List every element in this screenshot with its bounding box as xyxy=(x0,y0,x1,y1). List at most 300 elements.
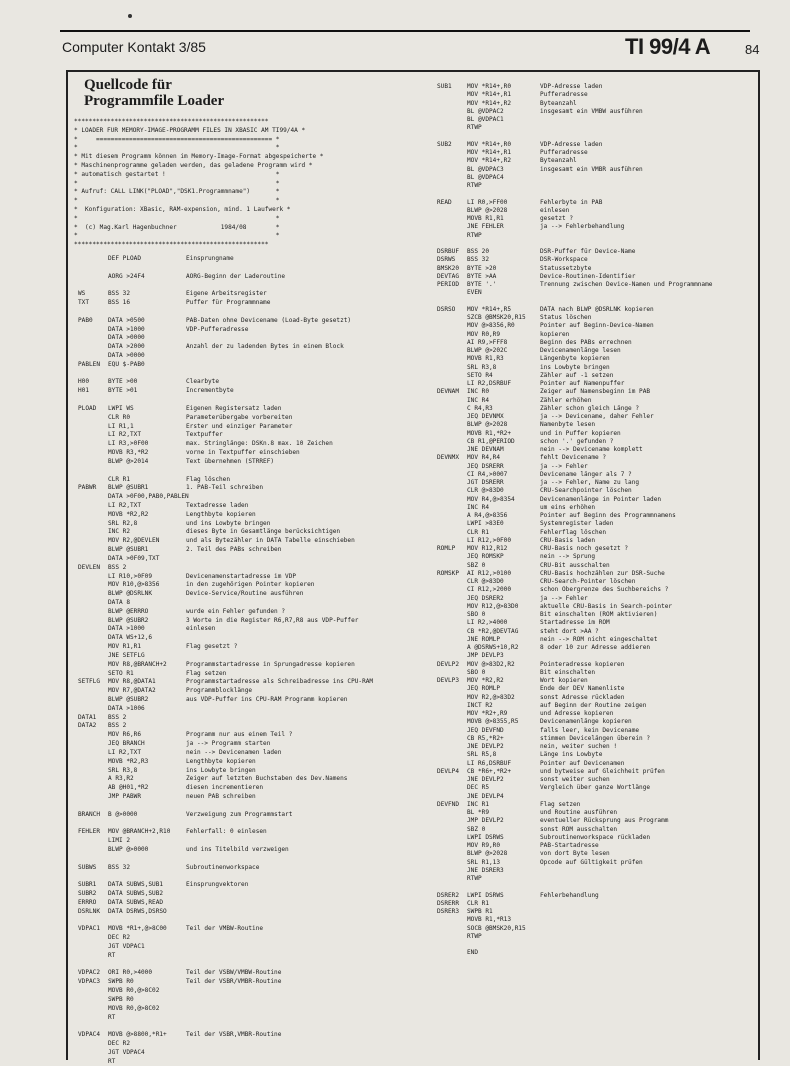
code-instruction: DATA SUBWS,SUB1 xyxy=(108,881,164,889)
code-comment: Flag setzen xyxy=(186,669,227,677)
code-instruction: BLWP @>2014 xyxy=(108,457,149,465)
code-instruction: CI R12,>2000 xyxy=(467,586,512,594)
code-instruction: AI R9,>FFF8 xyxy=(467,338,508,346)
code-label: DEVNMX xyxy=(437,454,460,462)
code-instruction: LWPI DSRWS xyxy=(467,833,504,841)
code-instruction: MOV *R14+,R2 xyxy=(467,157,512,165)
code-instruction: MOVB R1,*R13 xyxy=(467,916,512,924)
code-comment: Status löschen xyxy=(540,314,592,321)
code-comment: Devicename länger als 7 ? xyxy=(540,470,632,478)
code-comment: Teil der VSBR,VMBR-Routine xyxy=(186,1031,282,1039)
code-instruction: MOVB *R2,R2 xyxy=(108,510,149,518)
code-comment: Fehlerfall: 0 einlesen xyxy=(186,828,267,836)
code-instruction: SETO R1 xyxy=(108,669,134,677)
code-comment: Zeiger auf letzten Buchstaben des Dev.Namens xyxy=(186,775,348,783)
code-comment: ja --> Fehler, Name zu lang xyxy=(540,479,640,486)
code-label: SUB1 xyxy=(437,83,452,90)
code-comment: einlesen xyxy=(540,206,570,214)
code-instruction: MOVB R3,*R2 xyxy=(108,449,149,457)
code-comment: 2. Teil des PABs schreiben xyxy=(186,546,282,554)
code-instruction: MOV *R14+,R5 xyxy=(467,305,512,313)
magazine-title: Computer Kontakt 3/85 xyxy=(62,39,206,55)
code-label: ROMSKP xyxy=(437,569,460,577)
code-instruction: SOCB @BMSK20,R15 xyxy=(467,924,526,932)
code-comment: Teil der VMBW-Routine xyxy=(186,925,264,933)
code-label: SUB2 xyxy=(437,140,452,148)
code-instruction: INCT R2 xyxy=(467,701,493,709)
code-label: DEVTAG xyxy=(437,272,460,280)
code-instruction: AORG >24F4 xyxy=(108,272,145,280)
code-instruction: A R4,@>8356 xyxy=(467,512,508,519)
code-instruction: MOV R12,R12 xyxy=(467,545,508,552)
code-instruction: SWPB R1 xyxy=(467,908,493,915)
code-comment: PAB-Daten ohne Devicename (Load-Byte gesetzt) xyxy=(186,316,352,324)
code-instruction: MOVB *R1+,@>8C00 xyxy=(108,925,167,933)
code-instruction: MOVB R1,*R2+ xyxy=(467,429,512,437)
code-comment: dieses Byte in Gesamtlänge berücksichtigen xyxy=(186,528,341,536)
header-rule xyxy=(60,30,750,32)
code-instruction: DATA WS+12,6 xyxy=(108,634,153,642)
code-comment: von dort Byte lesen xyxy=(540,850,610,858)
code-instruction: MOV *R14+,R0 xyxy=(467,140,512,148)
code-instruction: AI R12,>0100 xyxy=(467,569,512,577)
code-comment: VDP-Pufferadresse xyxy=(186,325,249,333)
code-comment: Pointer auf Namenpuffer xyxy=(540,380,625,387)
code-instruction: JEQ DSRER2 xyxy=(467,594,504,602)
code-comment: 1. PAB-Teil schreiben xyxy=(186,484,264,492)
code-instruction: CLR R1 xyxy=(467,899,490,907)
code-comment: Text übernehmen (STRREF) xyxy=(186,457,275,465)
code-instruction: MOVB R1,R1 xyxy=(467,215,504,222)
code-comment: und ins Titelbild verzweigen xyxy=(186,845,289,853)
code-comment: Verzweigung zum Programmstart xyxy=(186,810,293,818)
code-instruction: CB *R2,@DEVTAG xyxy=(467,627,519,635)
code-comment: Programmblocklänge xyxy=(186,687,253,695)
code-instruction: JEQ ROMLP xyxy=(467,685,501,693)
code-instruction: MOV *R2,R2 xyxy=(467,677,504,684)
code-instruction: SWPB R0 xyxy=(108,978,134,986)
code-comment: CRU-Bit ausschalten xyxy=(540,561,610,569)
code-comment: VDP-Adresse laden xyxy=(540,83,603,90)
code-instruction: JMP DEVLP2 xyxy=(467,817,504,825)
code-comment: Byteanzahl xyxy=(540,99,577,107)
code-comment: sonst Adresse rückladen xyxy=(540,693,625,701)
code-instruction: BSS 2 xyxy=(108,722,127,730)
code-comment: Pointer auf Beginn-Device-Namen xyxy=(540,322,654,330)
code-label: DEVLP4 xyxy=(437,767,460,775)
code-instruction: DATA >1006 xyxy=(108,704,145,712)
code-instruction: RTWP xyxy=(467,124,482,132)
code-comment: Devicenamenlänge in Pointer laden xyxy=(540,495,662,503)
code-instruction: RT xyxy=(108,1013,116,1021)
code-instruction: DATA >0F09,TXT xyxy=(108,554,160,562)
code-label: SUBR2 xyxy=(78,890,97,898)
code-instruction: MOVB *R2,R3 xyxy=(108,757,149,765)
code-comment: Fehlerflag löschen xyxy=(540,528,607,536)
banner-line: * automatisch gestartet ! * xyxy=(74,170,280,178)
code-label: DSRER2 xyxy=(437,891,460,899)
banner-line: ***************************************************** xyxy=(74,241,269,249)
code-instruction: END xyxy=(467,949,479,957)
code-comment: Ende der DEV Namenliste xyxy=(540,685,625,693)
code-instruction: LI R1,1 xyxy=(108,422,134,430)
code-comment: 8 oder 10 zur Adresse addieren xyxy=(540,644,651,651)
code-instruction: MOV *R14+,R0 xyxy=(467,83,512,90)
code-instruction: SRL R2,8 xyxy=(108,519,138,527)
code-comment: CRU-Search-Pointer löschen xyxy=(540,578,636,585)
code-comment: Flag löschen xyxy=(186,475,231,483)
banner-line: ***************************************************** xyxy=(74,118,269,125)
code-comment: Teil der VSBW/VMBW-Routine xyxy=(186,969,282,977)
code-comment: AORG-Beginn der Laderoutine xyxy=(186,272,286,280)
code-instruction: EVEN xyxy=(467,289,482,297)
code-instruction: BSS 32 xyxy=(108,290,131,298)
code-comment: gesetzt ? xyxy=(540,215,574,222)
code-instruction: MOV R6,R6 xyxy=(108,731,142,739)
code-instruction: SBZ 0 xyxy=(467,825,486,833)
code-instruction: JNE DEVNAM xyxy=(467,446,504,453)
code-comment: Byteanzahl xyxy=(540,157,577,165)
code-comment: kopieren xyxy=(540,330,570,338)
code-comment: Erster und einziger Parameter xyxy=(186,422,293,430)
code-comment: Bit einschalten xyxy=(540,668,596,676)
code-instruction: BL @VDPAC1 xyxy=(467,116,504,123)
code-instruction: MOV *R14+,R2 xyxy=(467,99,512,107)
code-instruction: SZCB @BMSK20,R15 xyxy=(467,314,526,321)
code-label: DSRWS xyxy=(437,256,456,264)
code-comment: insgesamt ein VMBW ausführen xyxy=(540,107,643,115)
code-instruction: LI R12,>0F00 xyxy=(467,536,512,544)
code-instruction: AB @H01,*R2 xyxy=(108,784,149,792)
code-comment: max. Stringlänge: DSKn.8 max. 10 Zeichen xyxy=(186,440,333,448)
code-comment: Trennung zwischen Device-Namen und Programmname xyxy=(540,281,713,288)
code-instruction: INC R4 xyxy=(467,503,490,511)
code-instruction: SRL R3,8 xyxy=(467,363,497,371)
code-instruction: CLR @>83D0 xyxy=(467,578,504,585)
code-label: DEVNAM xyxy=(437,388,460,396)
code-instruction: MOVB R1,R3 xyxy=(467,355,504,363)
code-comment: DSR-Workspace xyxy=(540,256,588,264)
code-comment: CRU-Searchpointer löschen xyxy=(540,487,632,495)
code-instruction: MOV *R2+,R9 xyxy=(467,710,508,717)
code-instruction: MOV R8,@BRANCH+2 xyxy=(108,660,167,668)
code-instruction: CLR R1 xyxy=(108,475,131,483)
code-comment: Namenbyte lesen xyxy=(540,421,596,429)
code-label: H00 xyxy=(78,378,90,386)
code-comment: und bytweise auf Gleichheit prüfen xyxy=(540,767,665,775)
code-instruction: A R3,R2 xyxy=(108,775,134,783)
code-instruction: B @>0000 xyxy=(108,810,138,818)
code-comment: Pointeradresse kopieren xyxy=(540,660,625,668)
code-instruction: CLR R0 xyxy=(108,413,131,421)
code-instruction: DATA >0500 xyxy=(108,316,145,324)
code-instruction: JNE DEVLP2 xyxy=(467,743,504,750)
code-instruction: JEQ ROMSKP xyxy=(467,553,504,561)
code-instruction: DATA DSRWS,DSRSO xyxy=(108,907,167,915)
code-comment: nein, weiter suchen ! xyxy=(540,743,618,750)
banner-line: * LOADER FUR MEMORY-IMAGE-PROGRAMM FILES IN XBASIC AM TI99/4A * xyxy=(74,126,306,134)
code-comment: Länge ins Lowbyte xyxy=(540,751,603,759)
code-comment: sonst weiter suchen xyxy=(540,776,610,783)
code-instruction: JGT VDPAC4 xyxy=(108,1048,145,1056)
code-label: BMSK20 xyxy=(437,264,460,272)
code-instruction: DATA >1000 xyxy=(108,625,145,633)
code-label: FEHLER xyxy=(78,828,101,836)
code-instruction: INC R4 xyxy=(467,396,490,404)
code-comment: und als Bytezähler in DATA Tabelle einschieben xyxy=(186,537,355,545)
code-comment: Teil der VSBR/VMBR-Routine xyxy=(186,978,282,986)
comment-banner xyxy=(74,117,405,249)
code-label: ROMLP xyxy=(437,545,456,552)
code-comment: Zeiger auf Namensbeginn im PAB xyxy=(540,388,651,396)
code-instruction: RTWP xyxy=(467,182,482,189)
code-instruction: CB *R6+,*R2+ xyxy=(467,767,512,775)
banner-line: * Mit diesem Programm können im Memory-Image-Format abgespeicherte * xyxy=(74,153,324,161)
code-comment: eventueller Rücksprung aus Programm xyxy=(540,817,669,825)
code-instruction: DATA >0F00,PAB0,PABLEN xyxy=(108,493,189,501)
code-instruction: LIMI 2 xyxy=(108,837,131,845)
code-comment: nein --> Devicenamen laden xyxy=(186,748,282,756)
code-instruction: DATA SUBWS,READ xyxy=(108,898,164,906)
code-instruction: JEQ DEVNMX xyxy=(467,413,504,420)
code-instruction: DATA 8 xyxy=(108,598,131,606)
code-instruction: SBZ 0 xyxy=(467,561,486,569)
code-instruction: CB R5,*R2+ xyxy=(467,734,504,742)
code-instruction: MOV @BRANCH+2,R10 xyxy=(108,828,171,836)
code-comment: Beginn des PABs errechnen xyxy=(540,338,632,346)
code-instruction: RTWP xyxy=(467,231,482,239)
code-comment: ins Lowbyte bringen xyxy=(540,363,610,371)
code-instruction: MOV R2,@>83D2 xyxy=(467,693,515,701)
heading-line-2: Programmfile Loader xyxy=(84,93,225,109)
code-instruction: EQU $-PAB0 xyxy=(108,360,145,368)
code-instruction: JNE DEVLP2 xyxy=(467,776,504,783)
code-comment: CRU-Basis noch gesetzt ? xyxy=(540,545,629,552)
code-instruction: JNE FEHLER xyxy=(467,223,504,231)
code-label: PABLEN xyxy=(78,360,101,368)
banner-line: * Konfiguration: XBasic, RAM-expension, mind. 1 Laufwerk * xyxy=(74,206,291,213)
code-comment: Parameterübergabe vorbereiten xyxy=(186,413,293,421)
code-instruction: LI R0,>FF00 xyxy=(467,198,508,206)
code-instruction: SETO R4 xyxy=(467,371,493,379)
code-instruction: MOV R4,@>8354 xyxy=(467,495,515,503)
code-comment: Zähler schon gleich Länge ? xyxy=(540,404,640,412)
banner-line: * Maschinenprogramme geladen werden, das geladene Programm wird * xyxy=(74,162,313,169)
code-comment: ja --> Fehler xyxy=(540,462,588,470)
code-instruction: MOV @>83D2,R2 xyxy=(467,660,515,668)
code-label: TXT xyxy=(78,299,90,307)
code-instruction: LWPI DSRWS xyxy=(467,891,504,899)
code-comment: Textadresse laden xyxy=(186,501,249,509)
code-instruction: CI R4,>0007 xyxy=(467,470,508,478)
code-instruction: SBO 0 xyxy=(467,668,486,676)
code-instruction: JMP DEVLP3 xyxy=(467,652,504,660)
code-instruction: BLWP @DSRLNK xyxy=(108,590,153,598)
banner-line: * * xyxy=(74,144,280,152)
page-number: 84 xyxy=(745,42,760,57)
code-instruction: MOV R2,@DEVLEN xyxy=(108,537,160,545)
code-comment: und ins Lowbyte bringen xyxy=(186,519,271,527)
code-instruction: DEC R5 xyxy=(467,784,490,792)
code-comment: VDP-Adresse laden xyxy=(540,140,603,148)
code-instruction: ORI R0,>4000 xyxy=(108,969,153,977)
code-instruction: BYTE >00 xyxy=(108,378,138,386)
code-instruction: DEF PLOAD xyxy=(108,255,142,262)
code-label: SUBWS xyxy=(78,863,97,871)
code-instruction: LWPI >83E0 xyxy=(467,520,504,528)
code-instruction: BYTE '.' xyxy=(467,281,497,288)
code-comment: diesen incrementieren xyxy=(186,784,264,792)
code-instruction: MOV R8,@DATA1 xyxy=(108,678,156,686)
code-instruction: BLWP @>202C xyxy=(467,347,508,354)
code-comment: Einsprungvektoren xyxy=(186,881,249,889)
code-comment: Devicenamenlänge lesen xyxy=(540,347,621,354)
code-comment: vorne in Textpuffer einschieben xyxy=(186,449,300,457)
banner-line: * * xyxy=(74,214,280,222)
code-comment: Clearbyte xyxy=(186,378,220,386)
code-instruction: LI R2,DSRBUF xyxy=(467,380,512,387)
code-comment: CRU-Basis laden xyxy=(540,536,596,544)
code-comment: Programmstartadresse als Schreibadresse ins CPU-RAM xyxy=(186,678,374,686)
code-instruction: RT xyxy=(108,951,116,959)
code-comment: Fehlerbyte in PAB xyxy=(540,198,603,206)
code-comment: wurde ein Fehler gefunden ? xyxy=(186,607,286,615)
code-instruction: BLWP @>2028 xyxy=(467,421,508,429)
code-label: VDPAC2 xyxy=(78,969,101,977)
code-instruction: SWPB R0 xyxy=(108,995,134,1003)
code-instruction: BL @VDPAC4 xyxy=(467,173,504,181)
code-comment: aktuelle CRU-Basis in Search-pointer xyxy=(540,602,673,610)
code-comment: Device-Service/Routine ausführen xyxy=(186,590,304,598)
code-instruction: MOV R1,R1 xyxy=(108,643,142,651)
code-instruction: RT xyxy=(108,1057,116,1065)
code-instruction: MOV R0,R9 xyxy=(467,330,501,338)
code-comment: Pufferadresse xyxy=(540,149,588,156)
code-comment: Subroutinenworkspace xyxy=(186,863,260,871)
code-instruction: JNE DEVLP4 xyxy=(467,792,504,800)
banner-line: * * xyxy=(74,232,280,240)
code-instruction: MOV R12,@>83D0 xyxy=(467,602,519,610)
code-instruction: DEC R2 xyxy=(108,1039,131,1047)
code-instruction: JNE SETFLG xyxy=(108,651,145,659)
code-instruction: BSS 20 xyxy=(467,248,490,255)
code-instruction: DATA >1000 xyxy=(108,325,145,333)
code-label: DSRER3 xyxy=(437,908,460,915)
code-instruction: BL @VDPAC3 xyxy=(467,165,504,173)
banner-line: * * xyxy=(74,179,280,187)
code-comment: Pointer auf Beginn des Programmnamens xyxy=(540,512,676,519)
code-instruction: BLWP @SUBR2 xyxy=(108,616,149,624)
code-instruction: SRL R3,8 xyxy=(108,766,138,774)
code-comment: um eins erhöhen xyxy=(540,503,596,511)
page-dot xyxy=(128,14,132,18)
code-label: READ xyxy=(437,198,452,206)
code-comment: Startadresse im ROM xyxy=(540,619,610,627)
code-comment: Programm nur aus einem Teil ? xyxy=(186,731,293,739)
code-instruction: INC R1 xyxy=(467,800,490,808)
code-label: BRANCH xyxy=(78,810,101,818)
code-instruction: BLWP @SUBR1 xyxy=(108,484,149,492)
code-instruction: RTWP xyxy=(467,932,482,940)
code-comment: Pointer auf Devicenamen xyxy=(540,759,625,767)
code-comment: PAB-Startadresse xyxy=(540,842,599,849)
code-label: VDPAC4 xyxy=(78,1031,101,1039)
code-instruction: DATA SUBWS,SUB2 xyxy=(108,890,164,898)
code-instruction: CLR R1 xyxy=(467,528,490,536)
code-comment: schon Obergrenze des Suchbereichs ? xyxy=(540,586,669,594)
code-comment: insgesamt ein VMBR ausführen xyxy=(540,165,643,173)
code-comment: ins Lowbyte bringen xyxy=(186,766,256,774)
code-comment: und in Puffer kopieren xyxy=(540,429,621,437)
code-comment: Flag gesetzt ? xyxy=(186,643,238,651)
code-comment: CRU-Basis hochzählen zur DSR-Suche xyxy=(540,569,665,577)
heading-line-1: Quellcode für xyxy=(84,77,172,93)
code-instruction: LI R10,>0F09 xyxy=(108,572,153,580)
code-instruction: MOV R4,R4 xyxy=(467,454,501,462)
code-instruction: DEC R2 xyxy=(108,934,131,942)
code-comment: Lengthbyte kopieren xyxy=(186,510,256,518)
code-comment: Incrementbyte xyxy=(186,387,234,395)
code-comment: steht dort >AA ? xyxy=(540,627,599,635)
code-instruction: BLWP @>2028 xyxy=(467,206,508,214)
code-comment: Textpuffer xyxy=(186,431,223,439)
code-instruction: INC R0 xyxy=(467,388,490,396)
code-comment: Devicenamenstartadresse im VDP xyxy=(186,572,297,580)
page-header xyxy=(60,34,760,64)
code-comment: Subroutinenworkspace rückladen xyxy=(540,833,651,841)
code-comment: DATA nach BLWP @DSRLNK kopieren xyxy=(540,305,654,313)
code-label: SUBR1 xyxy=(78,881,97,889)
code-comment: Eigenen Registersatz laden xyxy=(186,404,282,412)
code-instruction: A @DSRWS+10,R2 xyxy=(467,644,519,651)
code-comment: Zähler erhöhen xyxy=(540,396,592,404)
code-instruction: CB R1,@PERIOD xyxy=(467,437,515,445)
code-instruction: RTWP xyxy=(467,875,482,882)
code-comment: Devicenamenlänge kopieren xyxy=(540,718,632,726)
code-instruction: SRL R5,8 xyxy=(467,751,497,759)
code-comment: Lengthbyte kopieren xyxy=(186,757,256,765)
code-label: WS xyxy=(78,290,86,298)
code-instruction: BYTE >20 xyxy=(467,264,497,272)
code-label: DATA2 xyxy=(78,722,97,730)
code-instruction: BSS 32 xyxy=(108,863,131,871)
code-instruction: JEQ DSRERR xyxy=(467,462,504,470)
code-comment: Statussetzbyte xyxy=(540,264,592,272)
code-instruction: BYTE >AA xyxy=(467,272,497,280)
code-comment: und Routine ausführen xyxy=(540,809,618,816)
code-instruction: SRL R1,13 xyxy=(467,858,501,866)
code-instruction: BSS 16 xyxy=(108,299,131,307)
code-instruction: LI R3,>0F00 xyxy=(108,440,149,448)
code-comment: Flag setzen xyxy=(540,800,581,808)
code-comment: Opcode auf Gültigkeit prüfen xyxy=(540,858,643,866)
code-comment: Eigene Arbeitsregister xyxy=(186,290,267,298)
code-instruction: BL *R9 xyxy=(467,809,490,816)
banner-line: * Aufruf: CALL LINK("PLOAD","DSK1.Programmname") * xyxy=(74,188,280,196)
code-instruction: BL @VDPAC2 xyxy=(467,107,504,115)
code-label: DSRSO xyxy=(437,305,456,313)
code-comment: nein --> Devicename komplett xyxy=(540,446,643,453)
code-comment: ja --> Programm starten xyxy=(186,740,271,748)
code-instruction: JGT DSRERR xyxy=(467,479,504,486)
code-comment: Zähler auf -1 setzen xyxy=(540,371,614,379)
article-heading xyxy=(84,77,324,109)
code-instruction: BSS 2 xyxy=(108,713,127,721)
code-instruction: JGT VDPAC1 xyxy=(108,942,145,950)
code-instruction: MOVB @>8800,*R1+ xyxy=(108,1031,167,1039)
code-instruction: MOV *R14+,R1 xyxy=(467,91,512,99)
code-instruction: MOVB @>8355,R5 xyxy=(467,718,519,726)
